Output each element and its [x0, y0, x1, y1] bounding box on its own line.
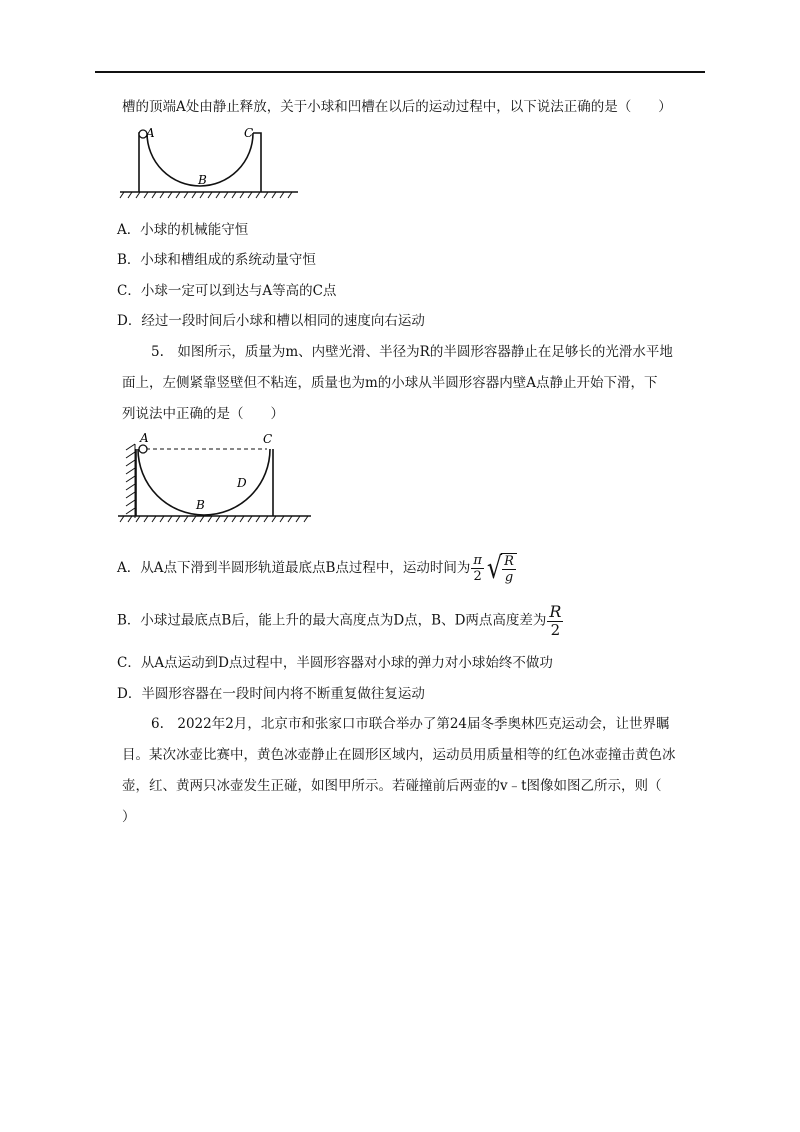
q5-stem-line-1: 5. 如图所示，质量为m、内壁光滑、半径为R的半圆形容器静止在足够长的光滑水平地 — [151, 344, 673, 360]
q4-figure — [118, 122, 303, 202]
q5-label-c: C — [263, 432, 273, 446]
radicand-g: g — [504, 570, 514, 585]
q4-option-c: C．小球一定可以到达与A等高的C点 — [117, 283, 337, 299]
q6-stem-line-2: 目。某次冰壶比赛中，黄色冰壶静止在圆形区域内，运动员用质量相等的红色冰壶撞击黄色冰 — [122, 747, 676, 763]
pi-symbol: π — [473, 553, 482, 568]
q5-option-b-fraction — [547, 604, 563, 638]
q5-stem-line-3: 列说法中正确的是（ ） — [122, 406, 284, 422]
q4-option-a: A．小球的机械能守恒 — [117, 222, 249, 238]
q5-option-b-text: B．小球过最底点B后，能上升的最大高度点为D点，B、D两点高度差为 — [117, 612, 547, 629]
square-root — [485, 550, 517, 586]
q5-figure — [116, 430, 316, 525]
q5-option-a — [117, 550, 517, 586]
q4-label-b: B — [198, 173, 207, 187]
radical-sign-icon: √ — [486, 550, 503, 586]
q5-ball — [139, 445, 147, 453]
q5-option-b — [117, 604, 564, 638]
q4-label-a: A — [146, 126, 155, 140]
q4-option-b: B．小球和槽组成的系统动量守恒 — [117, 252, 316, 268]
q5-label-b: B — [196, 498, 205, 512]
q5-option-a-text: A．从A点下滑到半圆形轨道最底点B点过程中，运动时间为 — [117, 560, 471, 576]
q5-stem-line-2: 面上，左侧紧靠竖壁但不粘连，质量也为m的小球从半圆形容器内壁A点静止开始下滑，下 — [122, 375, 658, 391]
q5-option-a-fraction — [471, 554, 484, 583]
q5-label-d: D — [237, 476, 247, 490]
q5-option-d: D．半圆形容器在一段时间内将不断重复做往复运动 — [117, 686, 425, 702]
q6-stem-line-4: ） — [122, 809, 136, 825]
q4-label-c: C — [244, 126, 254, 140]
q6-stem-line-3: 壶，红、黄两只冰壶发生正碰，如图甲所示。若碰撞前后两壶的v﹣t图像如图乙所示，则（ — [122, 778, 662, 794]
numerator-r: R — [549, 602, 562, 621]
q4-stem-tail: 槽的顶端A处由静止释放，关于小球和凹槽在以后的运动过程中，以下说法正确的是（ ） — [122, 99, 672, 115]
header-rule — [95, 71, 705, 73]
q4-option-d: D．经过一段时间后小球和槽以相同的速度向右运动 — [117, 313, 425, 329]
q5-option-c: C．从A点运动到D点过程中，半圆形容器对小球的弹力对小球始终不做功 — [117, 655, 553, 671]
radicand-r: R — [504, 554, 514, 569]
q6-stem-line-1: 6. 2022年2月，北京市和张家口市联合举办了第24届冬季奥林匹克运动会，让世界瞩 — [151, 716, 670, 732]
denominator-two: 2 — [550, 621, 561, 639]
denominator-two: 2 — [473, 569, 482, 584]
q5-label-a: A — [140, 431, 149, 445]
